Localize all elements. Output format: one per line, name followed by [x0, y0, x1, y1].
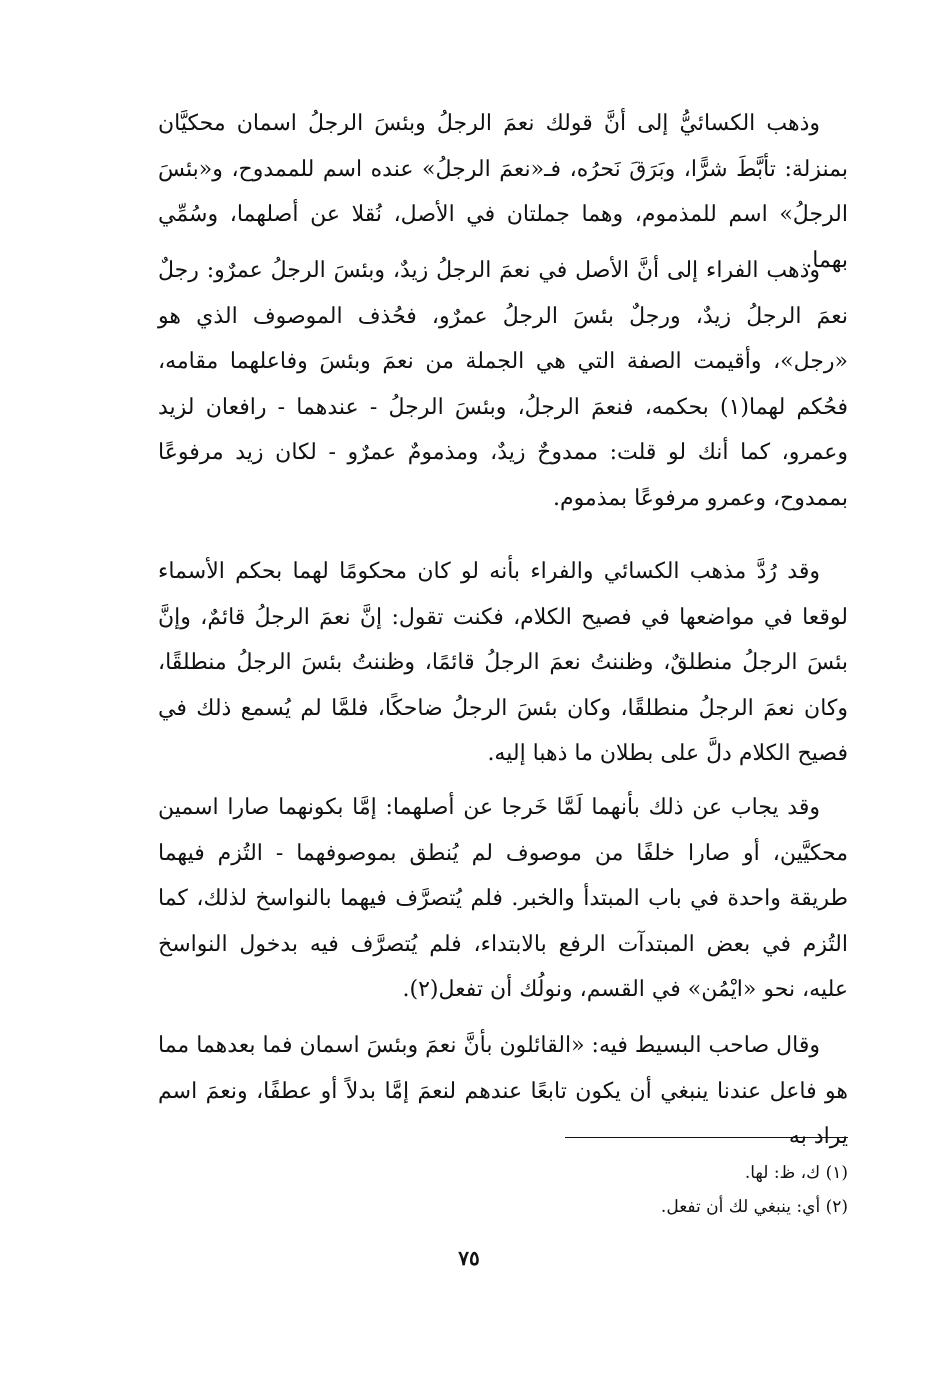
paragraph-response: [158, 785, 848, 1013]
paragraph-text: وذهب الفراء إلى أنَّ الأصل في نعمَ الرجلُ زيدٌ، وبئسَ الرجلُ عمرٌو: رجلٌ نعمَ الرجلُ زيدٌ، ورجلٌ بئسَ الرجلُ عمرٌو، فحُذف الموصوف الذي هو «رجل»، وأقيمت الصفة التي هي الجملة من نعمَ وبئسَ وفاعلهما مقامه، فحُكم لهما(١) بحكمه، فنعمَ الرجلُ، وبئسَ الرجلُ - عندهما - رافعان لزيد وعمرو، كما أنك لو قلت: ممدوحٌ زيدٌ، ومذمومٌ عمرٌو - لكان زيد مرفوعًا بممدوح، وعمرو مرفوعًا بمذموم.: [158, 258, 848, 511]
paragraph-text: وقد رُدَّ مذهب الكسائي والفراء بأنه لو كان محكومًا لهما بحكم الأسماء لوقعا في مواضعها في فصيح الكلام، فكنت تقول: إنَّ نعمَ الرجلُ قائمٌ، وإنَّ بئسَ الرجلُ منطلقٌ، وظننتُ نعمَ الرجلُ قائمًا، وظننتُ بئسَ الرجلُ منطلقًا، وكان نعمَ الرجلُ منطلقًا، وكان بئسَ الرجلُ ضاحكًا، فلمَّا لم يُسمع ذلك في فصيح الكلام دلَّ على بطلان ما ذهبا إليه.: [158, 559, 848, 766]
footnote-divider: [565, 1137, 848, 1138]
paragraph-farra: [158, 248, 848, 521]
paragraph-text: وقد يجاب عن ذلك بأنهما لَمَّا خَرجا عن أصلهما: إمَّا بكونهما صارا اسمين محكيَّين، أو صارا خلفًا من موصوف لم يُنطق بموصوفهما - التُزم فيهما طريقة واحدة في باب المبتدأ والخبر. فلم يُتصرَّف فيهما بالنواسخ لذلك، كما التُزم في بعض المبتدآت الرفع بالابتداء، فلم يُتصرَّف فيه بدخول النواسخ عليه، نحو «ايْمُن» في القسم، ونولُك أن تفعل(٢).: [158, 795, 848, 1002]
footnote-2: (٢) أي: ينبغي لك أن تفعل.: [660, 1197, 848, 1217]
paragraph-rebuttal: [158, 549, 848, 777]
paragraph-basit: [158, 1023, 848, 1160]
footnotes: [158, 1156, 848, 1224]
page-number: ٧٥: [458, 1246, 480, 1270]
paragraph-text: وقال صاحب البسيط فيه: «القائلون بأنَّ نعمَ وبئسَ اسمان فما بعدهما مما هو فاعل عندنا ينبغي أن يكون تابعًا عندهم لنعمَ إمَّا بدلاً أو عطفًا، ونعمَ اسم يراد به: [158, 1033, 848, 1149]
paragraph-text: وذهب الكسائيُّ إلى أنَّ قولك نعمَ الرجلُ وبئسَ الرجلُ اسمان محكيَّان بمنزلة: تأبَّطَ شرًّا، وبَرَقَ نَحرُه، فـ«نعمَ الرجلُ» عنده اسم للممدوح، و«بئسَ الرجلُ» اسم للمذموم، وهما جملتان في الأصل، نُقلا عن أصلهما، وسُمِّي بهما.: [158, 111, 848, 273]
footnote-1: (١) ك، ظ: لها.: [744, 1163, 848, 1183]
